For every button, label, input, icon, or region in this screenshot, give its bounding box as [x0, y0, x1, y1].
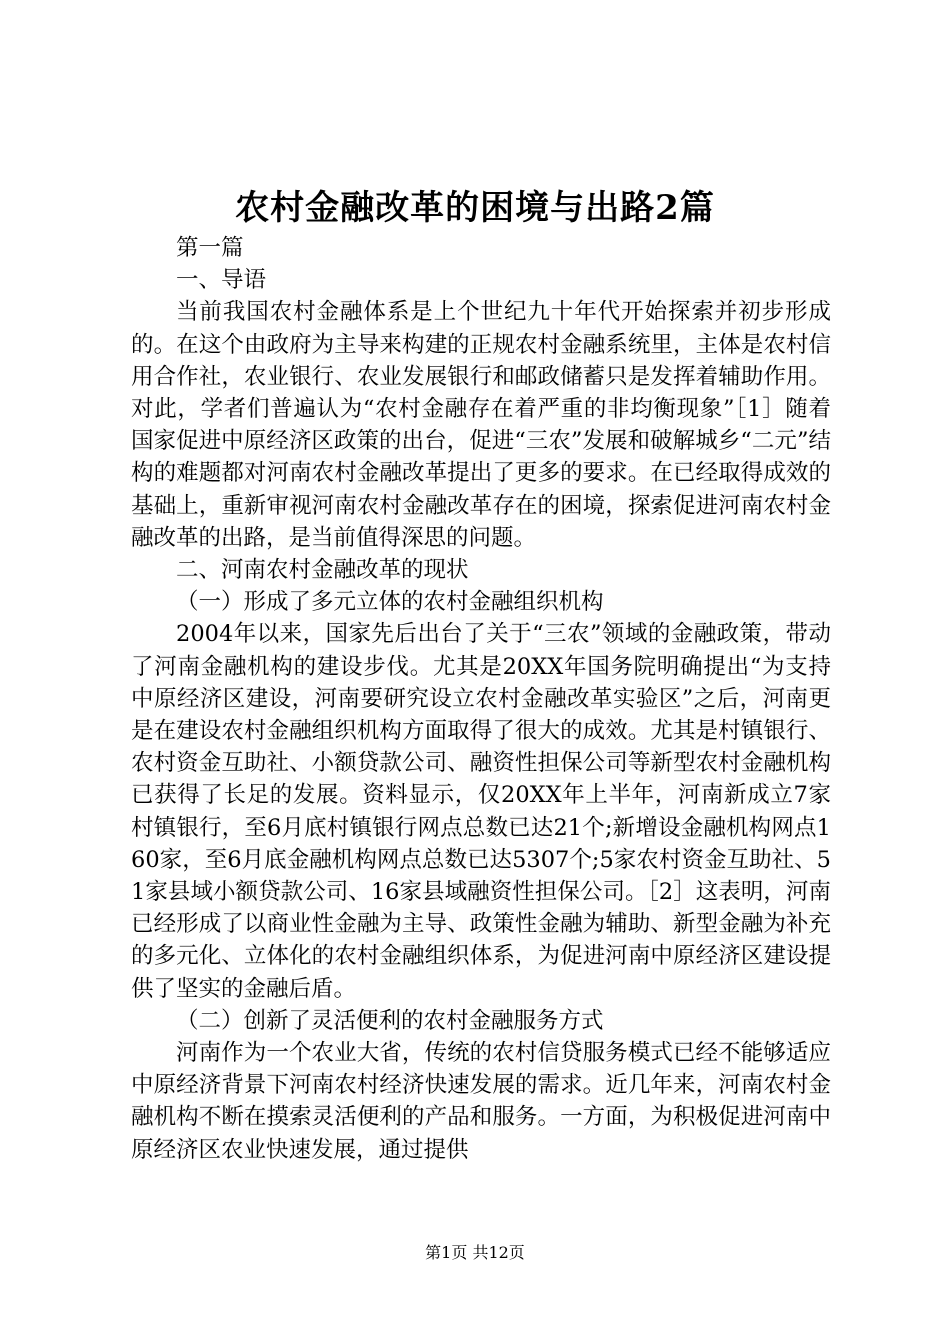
subheading-services: （二）创新了灵活便利的农村金融服务方式 — [176, 1007, 604, 1034]
document-body — [131, 232, 831, 1166]
paragraph-introduction: 当前我国农村金融体系是上个世纪九十年代开始探索并初步形成的。在这个由政府为主导来构建的正规农村金融系统里，主体是农村信用合作社，农业银行、农业发展银行和邮政储蓄只是发挥着辅助作用。对此，学者们普遍认为“农村金融存在着严重的非均衡现象”［1］随着国家促进中原经济区政策的出台，促进“三农”发展和破解城乡“二元”结构的难题都对河南农村金融改革提出了更多的要求。在已经取得成效的基础上，重新审视河南农村金融改革存在的困境，探索促进河南农村金融改革的出路，是当前值得深思的问题。 — [131, 299, 831, 551]
subheading-organizations: （一）形成了多元立体的农村金融组织机构 — [176, 589, 604, 616]
paragraph-organizations: 2004年以来，国家先后出台了关于“三农”领域的金融政策，带动了河南金融机构的建设步伐。尤其是20XX年国务院明确提出“为支持中原经济区建设，河南要研究设立农村金融改革实验区”之后，河南更是在建设农村金融组织机构方面取得了很大的成效。尤其是村镇银行、农村资金互助社、小额贷款公司、融资性担保公司等新型农村金融机构已获得了长足的发展。资料显示，仅20XX年上半年，河南新成立7家村镇银行，至6月底村镇银行网点总数已达21个;新增设金融机构网点160家，至6月底金融机构网点总数已达5307个;5家农村资金互助社、51家县域小额贷款公司、16家县域融资性担保公司。［2］这表明，河南已经形成了以商业性金融为主导、政策性金融为辅助、新型金融为补充的多元化、立体化的农村金融组织体系，为促进河南中原经济区建设提供了坚实的金融后盾。 — [131, 621, 831, 1002]
heading-introduction: 一、导语 — [176, 267, 267, 294]
document-title: 农村金融改革的困境与出路2篇 — [235, 188, 715, 228]
heading-current-status: 二、河南农村金融改革的现状 — [176, 557, 469, 584]
paragraph-services: 河南作为一个农业大省，传统的农村信贷服务模式已经不能够适应中原经济背景下河南农村经济快速发展的需求。近几年来，河南农村金融机构不断在摸索灵活便利的产品和服务。一方面，为积极促进河南中原经济区农业快速发展，通过提供 — [131, 1040, 831, 1163]
page-footer: 第1页 共12页 — [425, 1243, 525, 1262]
section-label: 第一篇 — [176, 235, 244, 261]
